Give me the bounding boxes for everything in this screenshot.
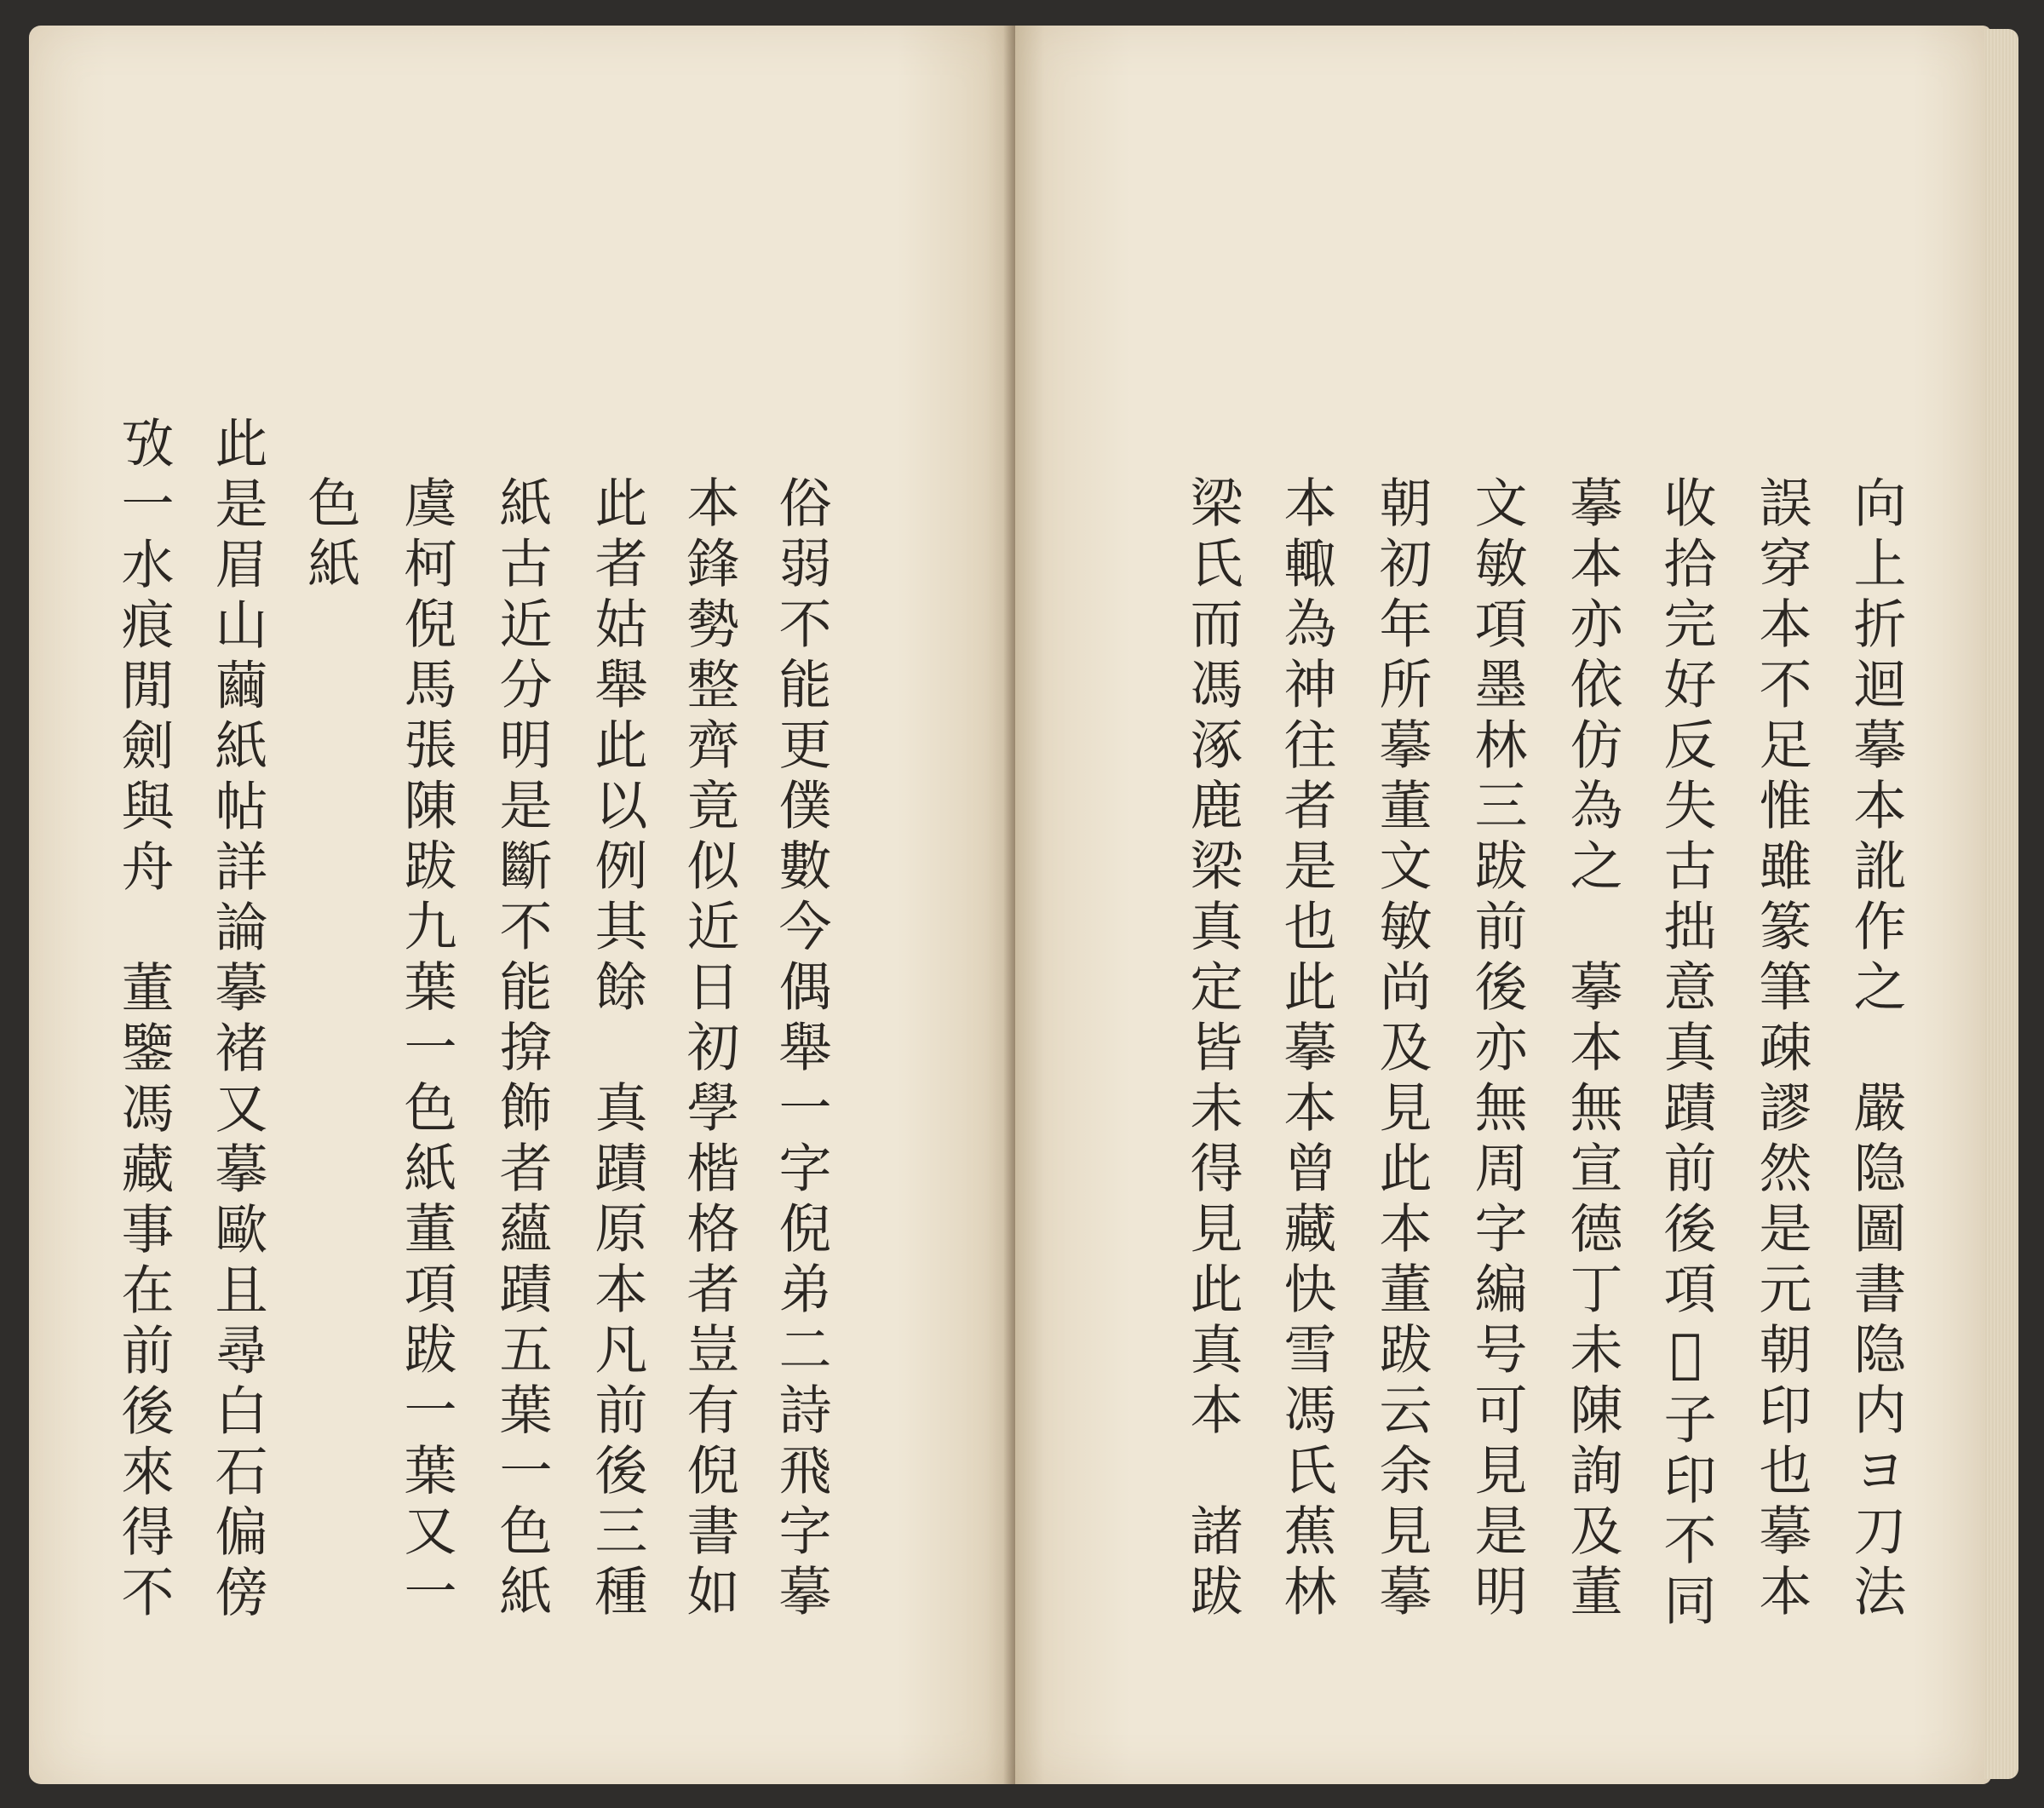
text-column: 收拾完好反失古拙意真蹟前後項𤓰子印不同 [1655, 475, 1717, 1633]
page-edges [1984, 29, 2018, 1779]
text-column: 色紙 [299, 475, 361, 596]
text-column: 俗弱不能更僕數今偶舉一字倪弟二詩飛字摹 [770, 475, 832, 1624]
text-column: 此是眉山繭紙帖詳論摹褚又摹歐且尋白石偏傍 [206, 416, 268, 1625]
left-page [29, 26, 1015, 1784]
text-column: 梁氏而馮涿鹿梁真定皆未得見此真本 諸跋 [1181, 475, 1243, 1624]
text-column: 朝初年所摹董文敏尚及見此本董跋云余見摹 [1370, 475, 1433, 1624]
text-column: 紙古近分明是斷不能揜飾者蘊蹟五葉一色紙 [491, 475, 553, 1624]
text-column: 向上折迴摹本訛作之 嚴隐圖書隐内ヨ刀法 [1845, 475, 1907, 1624]
text-column: 本鋒勢整齊竟似近日初學楷格者豈有倪書如 [678, 475, 740, 1624]
text-column: 文敏項墨林三跋前後亦無周字編号可見是明 [1466, 475, 1528, 1624]
right-page [1015, 26, 1991, 1784]
text-column: 摹本亦依仿為之 摹本無宣德丁未陳詢及董 [1561, 475, 1623, 1624]
text-column: 本輙為神往者是也此摹本曾藏快雪馮氏蕉林 [1275, 475, 1337, 1624]
text-column: 攷一水痕閒劍與舟 董鑒馮藏事在前後來得不 [112, 416, 175, 1625]
text-column: 此者姑舉此以例其餘 真蹟原本凡前後三種 [586, 475, 648, 1624]
text-column: 虞柯倪馬張陳跋九葉一色紙董項跋一葉又一 [395, 475, 457, 1624]
text-column: 誤穿本不足惟雖篆筆疎謬然是元朝印也摹本 [1750, 475, 1812, 1624]
